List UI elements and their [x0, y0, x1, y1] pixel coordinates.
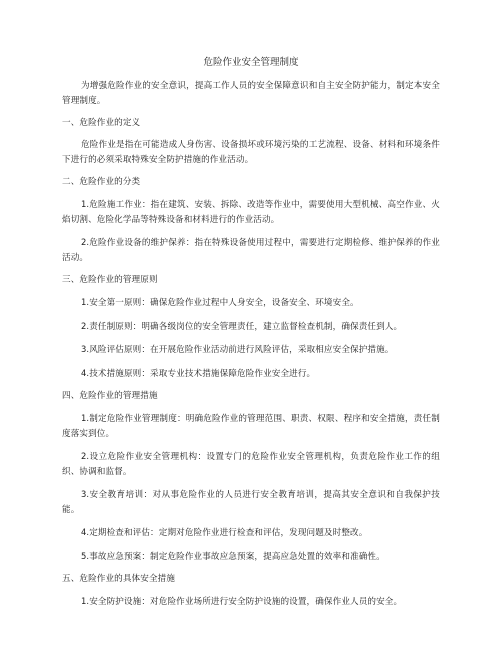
section-heading-measures: 四、危险作业的管理措施: [62, 391, 158, 401]
document-page: [62, 56, 440, 618]
list-item: 1.危险施工作业：指在建筑、安装、拆除、改造等作业中，需要使用大型机械、高空作业、火焰切割、危险化学品等特殊设备和材料进行的作业活动。: [62, 199, 440, 225]
list-item: 3.安全教育培训：对从事危险作业的人员进行安全教育培训，提高其安全意识和自我保护技能。: [62, 489, 440, 515]
list-item: 5.事故应急预案：制定危险作业事故应急预案，提高应急处置的效率和准确性。: [81, 550, 385, 562]
section-heading-principles: 三、危险作业的管理原则: [62, 275, 158, 285]
list-item: 1.安全防护设施：对危险作业场所进行安全防护设施的设置，确保作业人员的安全。: [81, 596, 403, 607]
list-item: 2.设立危险作业安全管理机构：设置专门的危险作业安全管理机构，负责危险作业工作的组织、协调和监督。: [62, 451, 440, 477]
list-item: 4.定期检查和评估：定期对危险作业进行检查和评估，发现问题及时整改。: [81, 527, 368, 538]
section-heading-specific-measures: 五、危险作业的具体安全措施: [62, 574, 176, 584]
section-heading-classification: 二、危险作业的分类: [62, 177, 141, 187]
list-item: 4.技术措施原则：采取专业技术措施保障危险作业安全进行。: [81, 367, 316, 379]
list-item: 1.安全第一原则：确保危险作业过程中人身安全，设备安全、环境安全。: [81, 297, 359, 308]
list-item: 2.危险作业设备的维护保养：指在特殊设备使用过程中，需要进行定期检修、维护保养的作业活动。: [62, 237, 440, 263]
section-heading-definition: 一、危险作业的定义: [62, 118, 141, 128]
intro-paragraph: 为增强危险作业的安全意识，提高工作人员的安全保障意识和自主安全防护能力，制定本安全管理制度。: [62, 81, 440, 106]
list-item: 2.责任制原则：明确各级岗位的安全管理责任，建立监督检查机制，确保责任到人。: [81, 320, 403, 332]
section-paragraph-definition: 危险作业是指在可能造成人身伤害、设备损坏或环境污染的工艺流程、设备、材料和环境条件下进行的必须采取特殊安全防护措施的作业活动。: [62, 140, 440, 165]
list-item: 1.制定危险作业管理制度：明确危险作业的管理范围、职责、权限、程序和安全措施，责任制度落实到位。: [62, 413, 440, 439]
document-title: 危险作业安全管理制度: [203, 57, 299, 68]
list-item: 3.风险评估原则：在开展危险作业活动前进行风险评估，采取相应安全保护措施。: [81, 344, 394, 355]
